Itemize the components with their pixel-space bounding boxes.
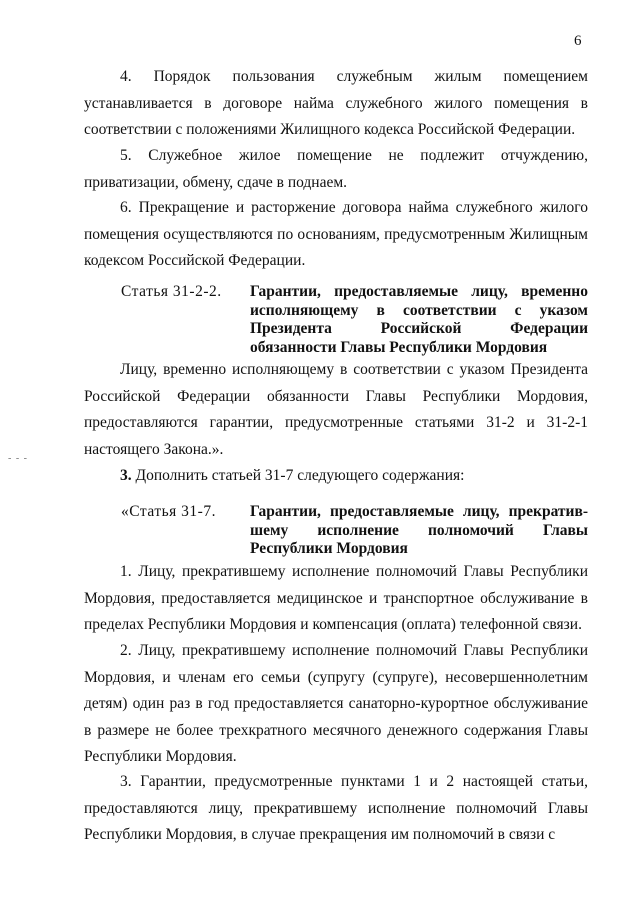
paragraph-6: 6. Прекращение и расторжение договора найма служебного жилого помещения осуществляются по основаниям, предусмотренным Жилищным кодексом Российской Федерации.: [84, 199, 588, 269]
article-31-2-2-body: Лицу, временно исполняющему в соответствии с указом Президента Российской Федерации обязанности Главы Республики Мордовия, предоставляются гарантии, предусмотренные статьями 31-2 и 31-2-1 настоящего Закона.».: [84, 361, 588, 458]
paragraph-5: 5. Служебное жилое помещение не подлежит отчуждению, приватизации, обмену, сдаче в поднаем.: [84, 147, 588, 191]
article-31-7-paragraph-1: 1. Лицу, прекратившему исполнение полномочий Главы Республики Мордовия, предоставляется медицинское и транспортное обслуживание в пределах Республики Мордовия и компенсация (оплата) телефонной связи.: [84, 563, 588, 633]
item-3: [84, 463, 588, 490]
article-label: Статья 31-2-2.: [121, 283, 222, 300]
article-31-7-paragraph-2: 2. Лицу, прекратившему исполнение полномочий Главы Республики Мордовия, и членам его семьи (супругу (супруге), несовершеннолетним детям) один раз в год предоставляется санаторно-курортное обслуживание в размере не более трехкратного месячного денежного содержания Главы Республики Мордовия.: [84, 642, 588, 765]
page-number: 6: [574, 33, 582, 49]
article-label: «Статья 31-7.: [121, 503, 216, 520]
article-31-7-paragraph-3: 3. Гарантии, предусмотренные пунктами 1 и 2 настоящей статьи, предоставляются лицу, прекратившему исполнение полномочий Главы Республики Мордовия, в случае прекращения им полномочий в связи с: [84, 773, 588, 843]
article-title: Гарантии, предоставляемые лицу, прекратив- шему исполнение полномочий Главы Республики Мордовия: [250, 503, 588, 557]
paragraph-4: 4. Порядок пользования служебным жилым помещением устанавливается в договоре найма служебного жилого помещения в соответствии с положениями Жилищного кодекса Российской Федерации.: [84, 68, 588, 138]
article-title: Гарантии, предоставляемые лицу, временно исполняющему в соответствии с указом Президента Российской Федерации обязанности Главы Республики Мордовия: [250, 283, 588, 356]
item-3-number: 3.: [120, 467, 132, 484]
item-3-text: Дополнить статьей 31-7 следующего содержания:: [131, 467, 465, 484]
margin-mark: - - -: [8, 453, 28, 464]
